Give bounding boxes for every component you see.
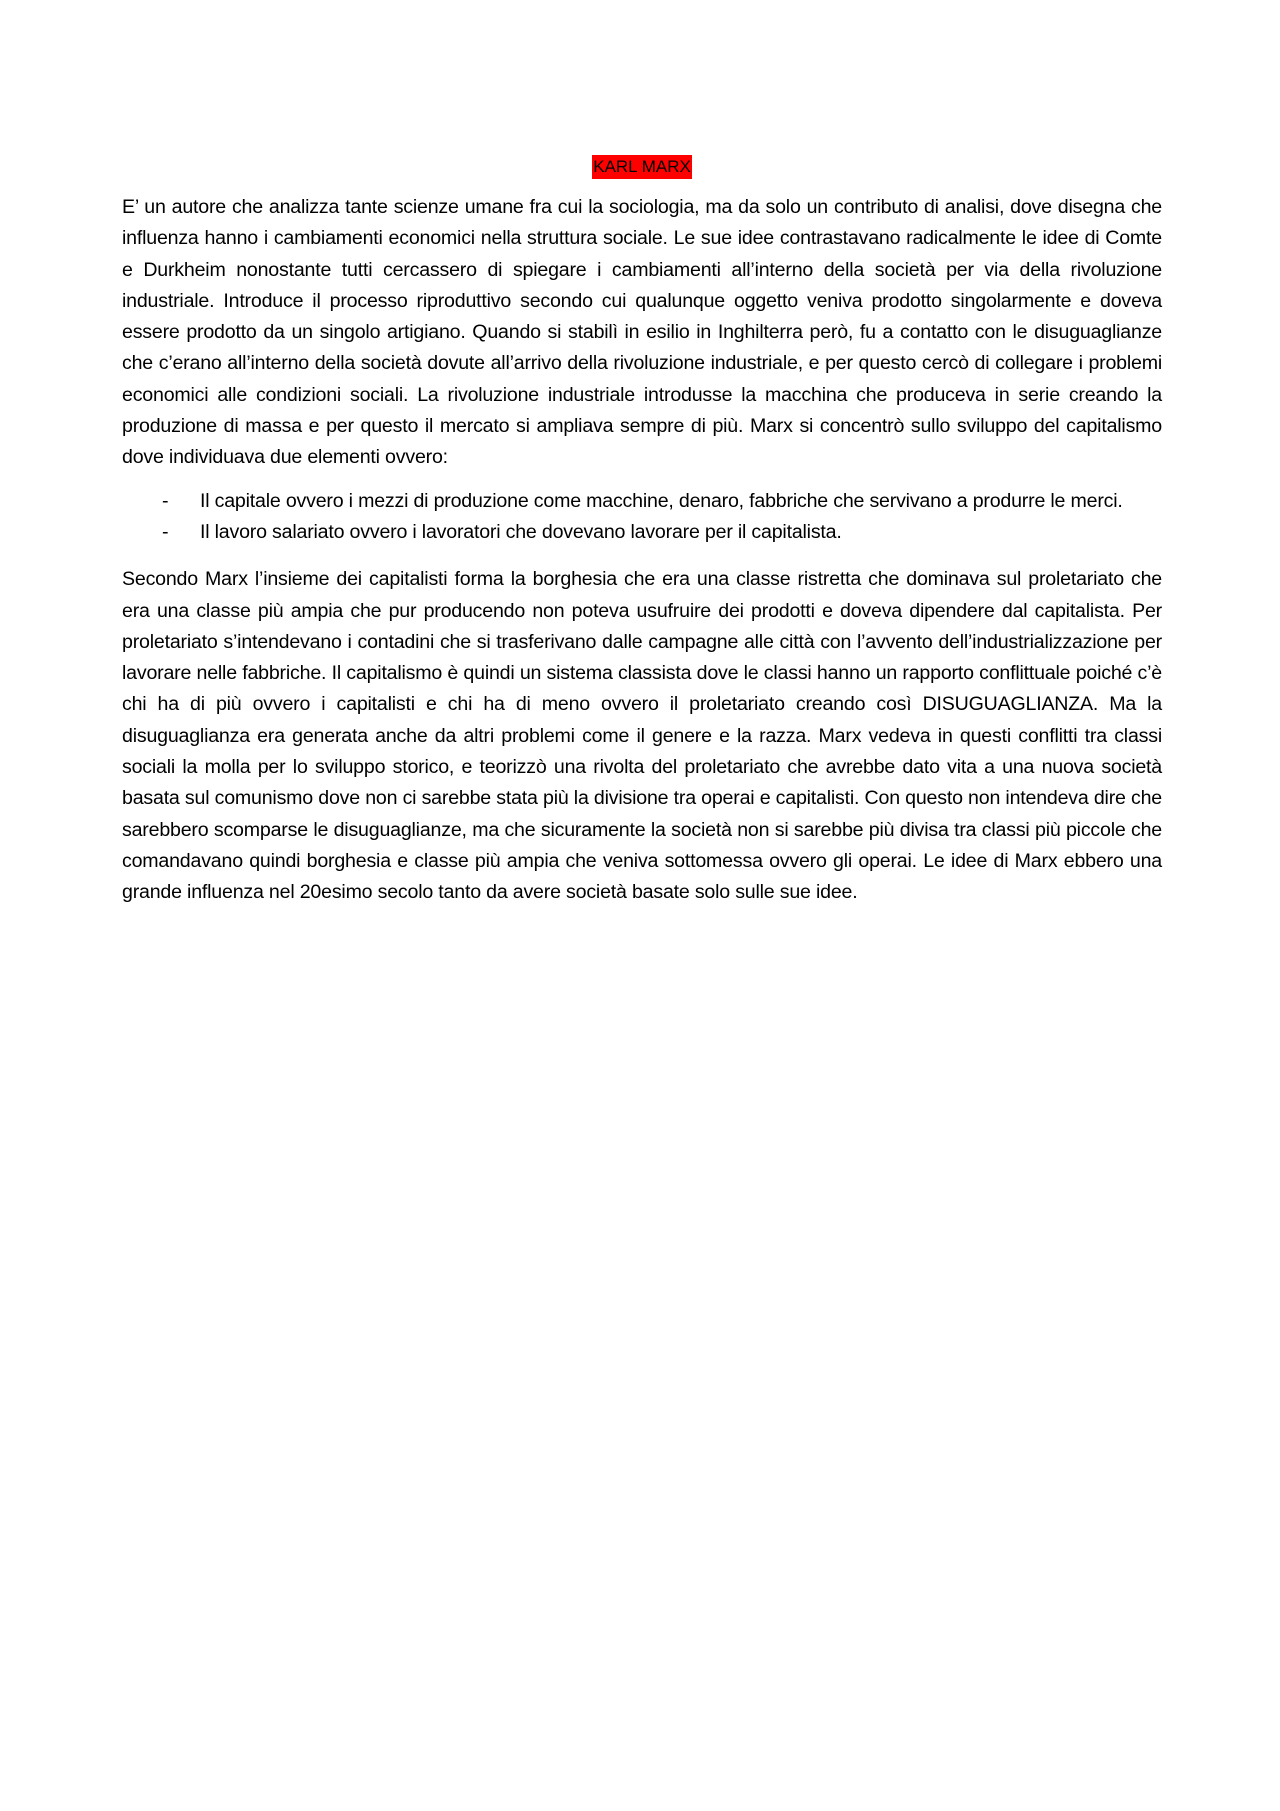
elements-list — [122, 486, 1162, 549]
list-item — [122, 486, 1162, 517]
paragraph-conclusion: Secondo Marx l’insieme dei capitalisti forma la borghesia che era una classe ristretta che dominava sul proletariato che era una classe più ampia che pur producendo non poteva usufruire dei prodotti e doveva dipendere dal capitalista. Per proletariato s’intendevano i contadini che si trasferivano dalle campagne alle città con l’avvento dell’industrializzazione per lavorare nelle fabbriche. Il capitalismo è quindi un sistema classista dove le classi hanno un rapporto conflittuale poiché c’è chi ha di più ovvero i capitalisti e chi ha di meno ovvero il proletariato creando così DISUGUAGLIANZA. Ma la disuguaglianza era generata anche da altri problemi come il genere e la razza. Marx vedeva in questi conflitti tra classi sociali la molla per lo sviluppo storico, e teorizzò una rivolta del proletariato che avrebbe dato vita a una nuova società basata sul comunismo dove non ci sarebbe stata più la divisione tra operai e capitalisti. Con questo non intendeva dire che sarebbero scomparse le disuguaglianze, ma che sicuramente la società non si sarebbe più divisa tra classi più piccole che comandavano quindi borghesia e classe più ampia che veniva sottomessa ovvero gli operai. Le idee di Marx ebbero una grande influenza nel 20esimo secolo tanto da avere società basate solo sulle sue idee. — [122, 568, 1162, 904]
paragraph-intro: E’ un autore che analizza tante scienze umane fra cui la sociologia, ma da solo un contributo di analisi, dove disegna che influenza hanno i cambiamenti economici nella struttura sociale. Le sue idee contrastavano radicalmente le idee di Comte e Durkheim nonostante tutti cercassero di spiegare i cambiamenti all’interno della società per via della rivoluzione industriale. Introduce il processo riproduttivo secondo cui qualunque oggetto veniva prodotto singolarmente e doveva essere prodotto da un singolo artigiano. Quando si stabilì in esilio in Inghilterra però, fu a contatto con le disuguaglianze che c’erano all’interno della società dovute all’arrivo della rivoluzione industriale, e per questo cercò di collegare i problemi economici alle condizioni sociali. La rivoluzione industriale introdusse la macchina che produceva in serie creando la produzione di massa e per questo il mercato si ampliava sempre di più. Marx si concentrò sullo sviluppo del capitalismo dove individuava due elementi ovvero: — [122, 196, 1162, 469]
document-body — [122, 154, 1162, 909]
bullet-dash: - — [162, 489, 169, 512]
bullet-dash: - — [162, 520, 169, 543]
list-item-text: Il lavoro salariato ovvero i lavoratori che dovevano lavorare per il capitalista. — [200, 520, 842, 543]
title-container — [122, 154, 1162, 182]
list-item-text: Il capitale ovvero i mezzi di produzione come macchine, denaro, fabbriche che servivano a produrre le merci. — [200, 489, 1123, 512]
document-title: KARL MARX — [592, 155, 692, 179]
list-item — [122, 517, 1162, 548]
